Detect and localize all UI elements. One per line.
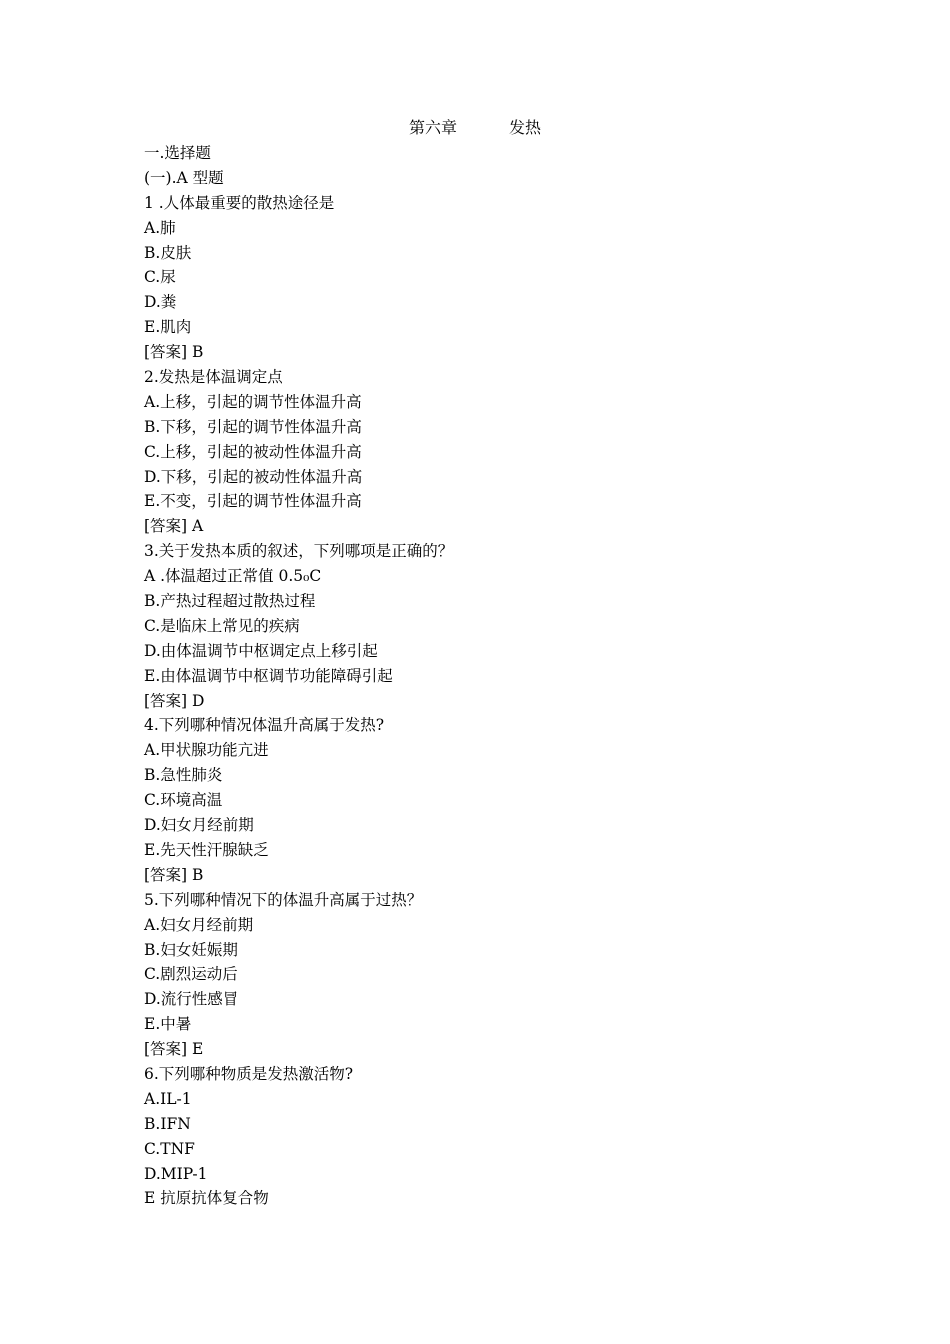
option-line: A.甲状腺功能亢进 — [144, 741, 269, 760]
question-2: 2.发热是体温调定点 — [144, 368, 283, 387]
option-line: B.妇女妊娠期 — [144, 940, 238, 959]
option-line: C.是临床上常见的疾病 — [144, 616, 300, 635]
option-line: A.妇女月经前期 — [144, 915, 254, 934]
option-line: A .体温超过正常值 0.5₀C — [144, 567, 322, 586]
option-line: D.下移，引起的被动性体温升高 — [144, 467, 363, 486]
section-heading: 一.选择题 — [144, 144, 211, 162]
option-line: C.环境高温 — [144, 791, 223, 810]
option-line: B.产热过程超过散热过程 — [144, 592, 316, 611]
document-body — [144, 141, 844, 1211]
question-4: 4.下列哪种情况体温升高属于发热? — [144, 716, 385, 735]
option-line: D.MIP-1 — [144, 1164, 208, 1183]
option-line: D.妇女月经前期 — [144, 816, 254, 835]
option-line: D.流行性感冒 — [144, 990, 239, 1009]
option-line: E.由体温调节中枢调节功能障碍引起 — [144, 666, 393, 685]
option-line: B.下移，引起的调节性体温升高 — [144, 417, 362, 436]
option-line: E.中暑 — [144, 1015, 192, 1034]
option-line: E.先天性汗腺缺乏 — [144, 840, 269, 859]
subsection-heading: (一).A 型题 — [144, 168, 224, 187]
option-line: C.TNF — [144, 1139, 195, 1158]
answer-line: [答案] B — [144, 343, 204, 362]
answer-line: [答案] D — [144, 691, 205, 710]
option-line: E.不变，引起的调节性体温升高 — [144, 492, 362, 511]
chapter-number: 第六章 — [408, 118, 457, 137]
question-6: 6.下列哪种物质是发热激活物? — [144, 1064, 354, 1083]
option-line: A.肺 — [144, 218, 176, 237]
chapter-title — [0, 116, 950, 140]
option-line: D.粪 — [144, 293, 177, 312]
answer-line: [答案] E — [144, 1040, 204, 1059]
option-line: C.上移，引起的被动性体温升高 — [144, 442, 362, 461]
question-3: 3.关于发热本质的叙述，下列哪项是正确的？ — [144, 542, 454, 561]
answer-line: [答案] B — [144, 865, 204, 884]
question-5: 5.下列哪种情况下的体温升高属于过热？ — [144, 890, 423, 909]
option-line: B.急性肺炎 — [144, 766, 223, 785]
option-line: E.肌肉 — [144, 318, 192, 337]
chapter-topic: 发热 — [509, 118, 542, 137]
option-line: E 抗原抗体复合物 — [144, 1189, 269, 1208]
question-1: 1 .人体最重要的散热途径是 — [144, 193, 335, 212]
option-line: A.上移，引起的调节性体温升高 — [144, 392, 362, 411]
option-line: B.IFN — [144, 1114, 191, 1133]
option-line: C.剧烈运动后 — [144, 965, 238, 984]
option-line: C.尿 — [144, 268, 176, 287]
option-line: B.皮肤 — [144, 243, 192, 262]
answer-line: [答案] A — [144, 517, 204, 536]
option-line: A.IL-1 — [144, 1089, 192, 1108]
option-line: D.由体温调节中枢调定点上移引起 — [144, 641, 378, 660]
